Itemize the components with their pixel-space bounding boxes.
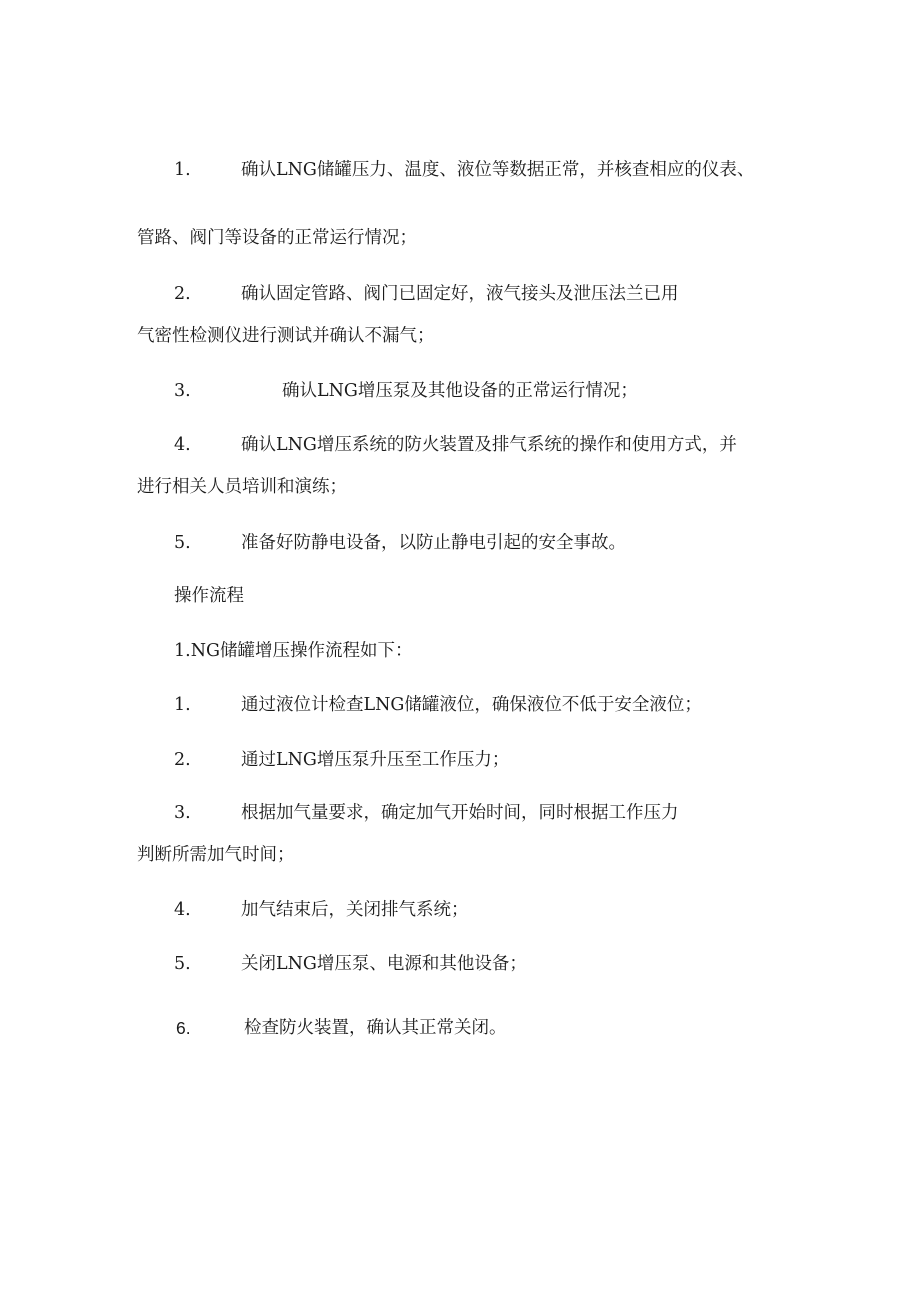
item-text-continued: 气密性检测仪进行测试并确认不漏气；: [137, 326, 435, 346]
item-number: 1.: [174, 160, 191, 180]
step-text: 根据加气量要求，确定加气开始时间，同时根据工作压力: [241, 803, 679, 823]
item-number: 2.: [174, 284, 191, 304]
step-number: 2.: [174, 750, 191, 770]
step-text-continued: 判断所需加气时间；: [137, 845, 295, 865]
item-number: 5.: [174, 533, 191, 553]
item-text-continued: 进行相关人员培训和演练；: [137, 477, 347, 497]
step-number: 1.: [174, 695, 191, 715]
step-text: 通过液位计检查LNG储罐液位，确保液位不低于安全液位；: [241, 695, 702, 715]
item-text: 确认LNG储罐压力、温度、液位等数据正常，并核查相应的仪表、: [241, 160, 755, 180]
item-text: 确认LNG增压泵及其他设备的正常运行情况；: [282, 381, 638, 401]
step-number: 3.: [174, 803, 191, 823]
section-heading: 操作流程: [174, 586, 244, 606]
item-text: 确认LNG增压系统的防火装置及排气系统的操作和使用方式，并: [241, 435, 737, 455]
step-text: 检查防火装置，确认其正常关闭。: [244, 1018, 507, 1038]
item-text: 确认固定管路、阀门已固定好，液气接头及泄压法兰已用: [241, 284, 679, 304]
item-number: 3.: [174, 381, 191, 401]
step-number: 6.: [176, 1018, 191, 1038]
item-number: 4.: [174, 435, 191, 455]
step-text: 通过LNG增压泵升压至工作压力；: [241, 750, 510, 770]
step-text: 加气结束后，关闭排气系统；: [241, 900, 469, 920]
item-text: 准备好防静电设备，以防止静电引起的安全事故。: [241, 533, 626, 553]
step-number: 4.: [174, 900, 191, 920]
item-text-continued: 管路、阀门等设备的正常运行情况；: [137, 228, 417, 248]
section-subheading: 1.NG储罐增压操作流程如下：: [174, 641, 413, 661]
step-number: 5.: [174, 954, 191, 974]
step-text: 关闭LNG增压泵、电源和其他设备；: [241, 954, 527, 974]
